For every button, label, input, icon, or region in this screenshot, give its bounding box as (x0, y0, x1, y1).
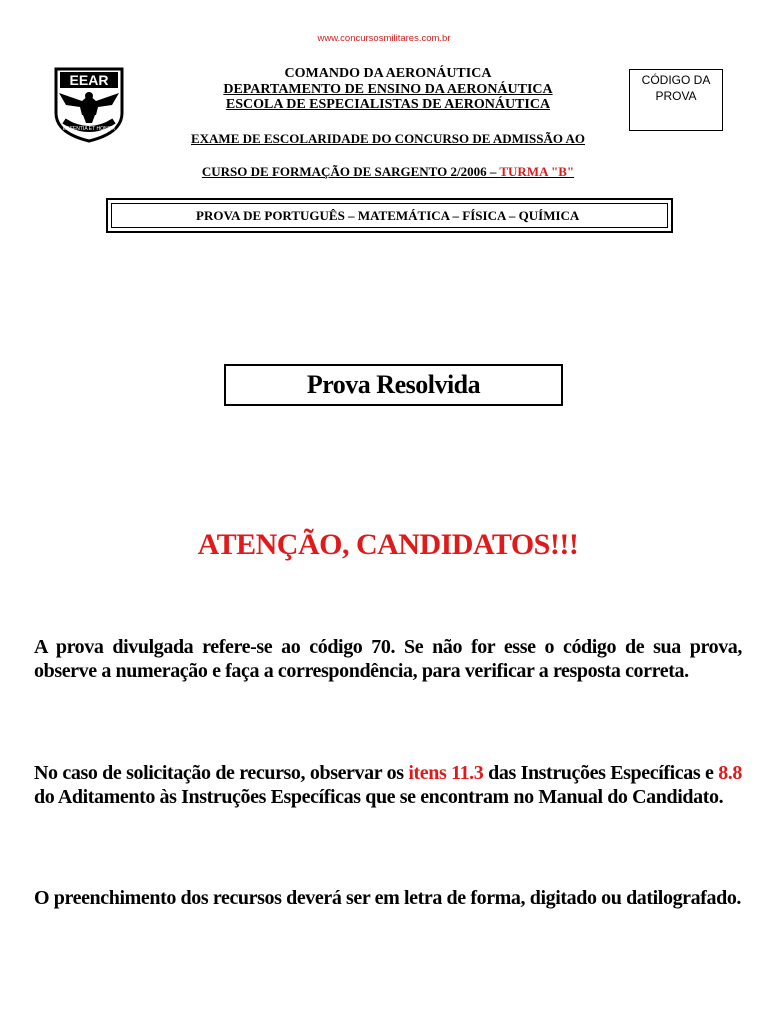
subjects-text: PROVA DE PORTUGUÊS – MATEMÁTICA – FÍSICA – QUÍMICA (111, 203, 668, 228)
code-box-line2: PROVA (655, 89, 697, 103)
paragraph-appeal-instructions (34, 761, 742, 809)
attention-heading: ATENÇÃO, CANDIDATOS!!! (197, 528, 579, 561)
paragraph-code-notice: A prova divulgada refere-se ao código 70. Se não for esse o código de sua prova, observe a numeração e faça a correspondência, para verificar a resposta correta. (34, 636, 742, 682)
appeal-addendum-highlight: 8.8 (718, 762, 742, 784)
exam-title-line2 (0, 164, 768, 180)
subjects-box (106, 198, 673, 233)
header-line-school: ESCOLA DE ESPECIALISTAS DE AERONÁUTICA (225, 97, 551, 112)
exam-class-highlight: TURMA "B" (499, 164, 575, 179)
institution-header (160, 66, 616, 113)
paragraph-appeal-format: O preenchimento dos recursos deverá ser em letra de forma, digitado ou datilografado. (34, 887, 742, 909)
exam-code-box (629, 69, 723, 131)
exam-title-line1: EXAME DE ESCOLARIDADE DO CONCURSO DE ADMISSÃO AO (190, 131, 586, 146)
appeal-item-highlight: itens 11.3 (408, 762, 484, 784)
appeal-text-3: do Aditamento às Instruções Específicas que se encontram no Manual do Candidato. (34, 786, 724, 808)
code-box-line1: CÓDIGO DA (641, 73, 711, 87)
appeal-text-2: das Instruções Específicas e (483, 762, 719, 784)
appeal-text-1: No caso de solicitação de recurso, observar os (34, 762, 409, 784)
header-line-department: DEPARTAMENTO DE ENSINO DA AERONÁUTICA (223, 81, 553, 97)
header-line-command: COMANDO DA AERONÁUTICA (284, 66, 492, 81)
exam-course: CURSO DE FORMAÇÃO DE SARGENTO 2/2006 – (201, 164, 500, 179)
site-url-header: www.concursosmilitares.com.br (317, 33, 451, 44)
resolved-exam-title: Prova Resolvida (224, 364, 563, 406)
logo-motto: ESSENTIA ET HONOR (62, 126, 116, 132)
svg-text:EEAR: EEAR (69, 72, 109, 88)
